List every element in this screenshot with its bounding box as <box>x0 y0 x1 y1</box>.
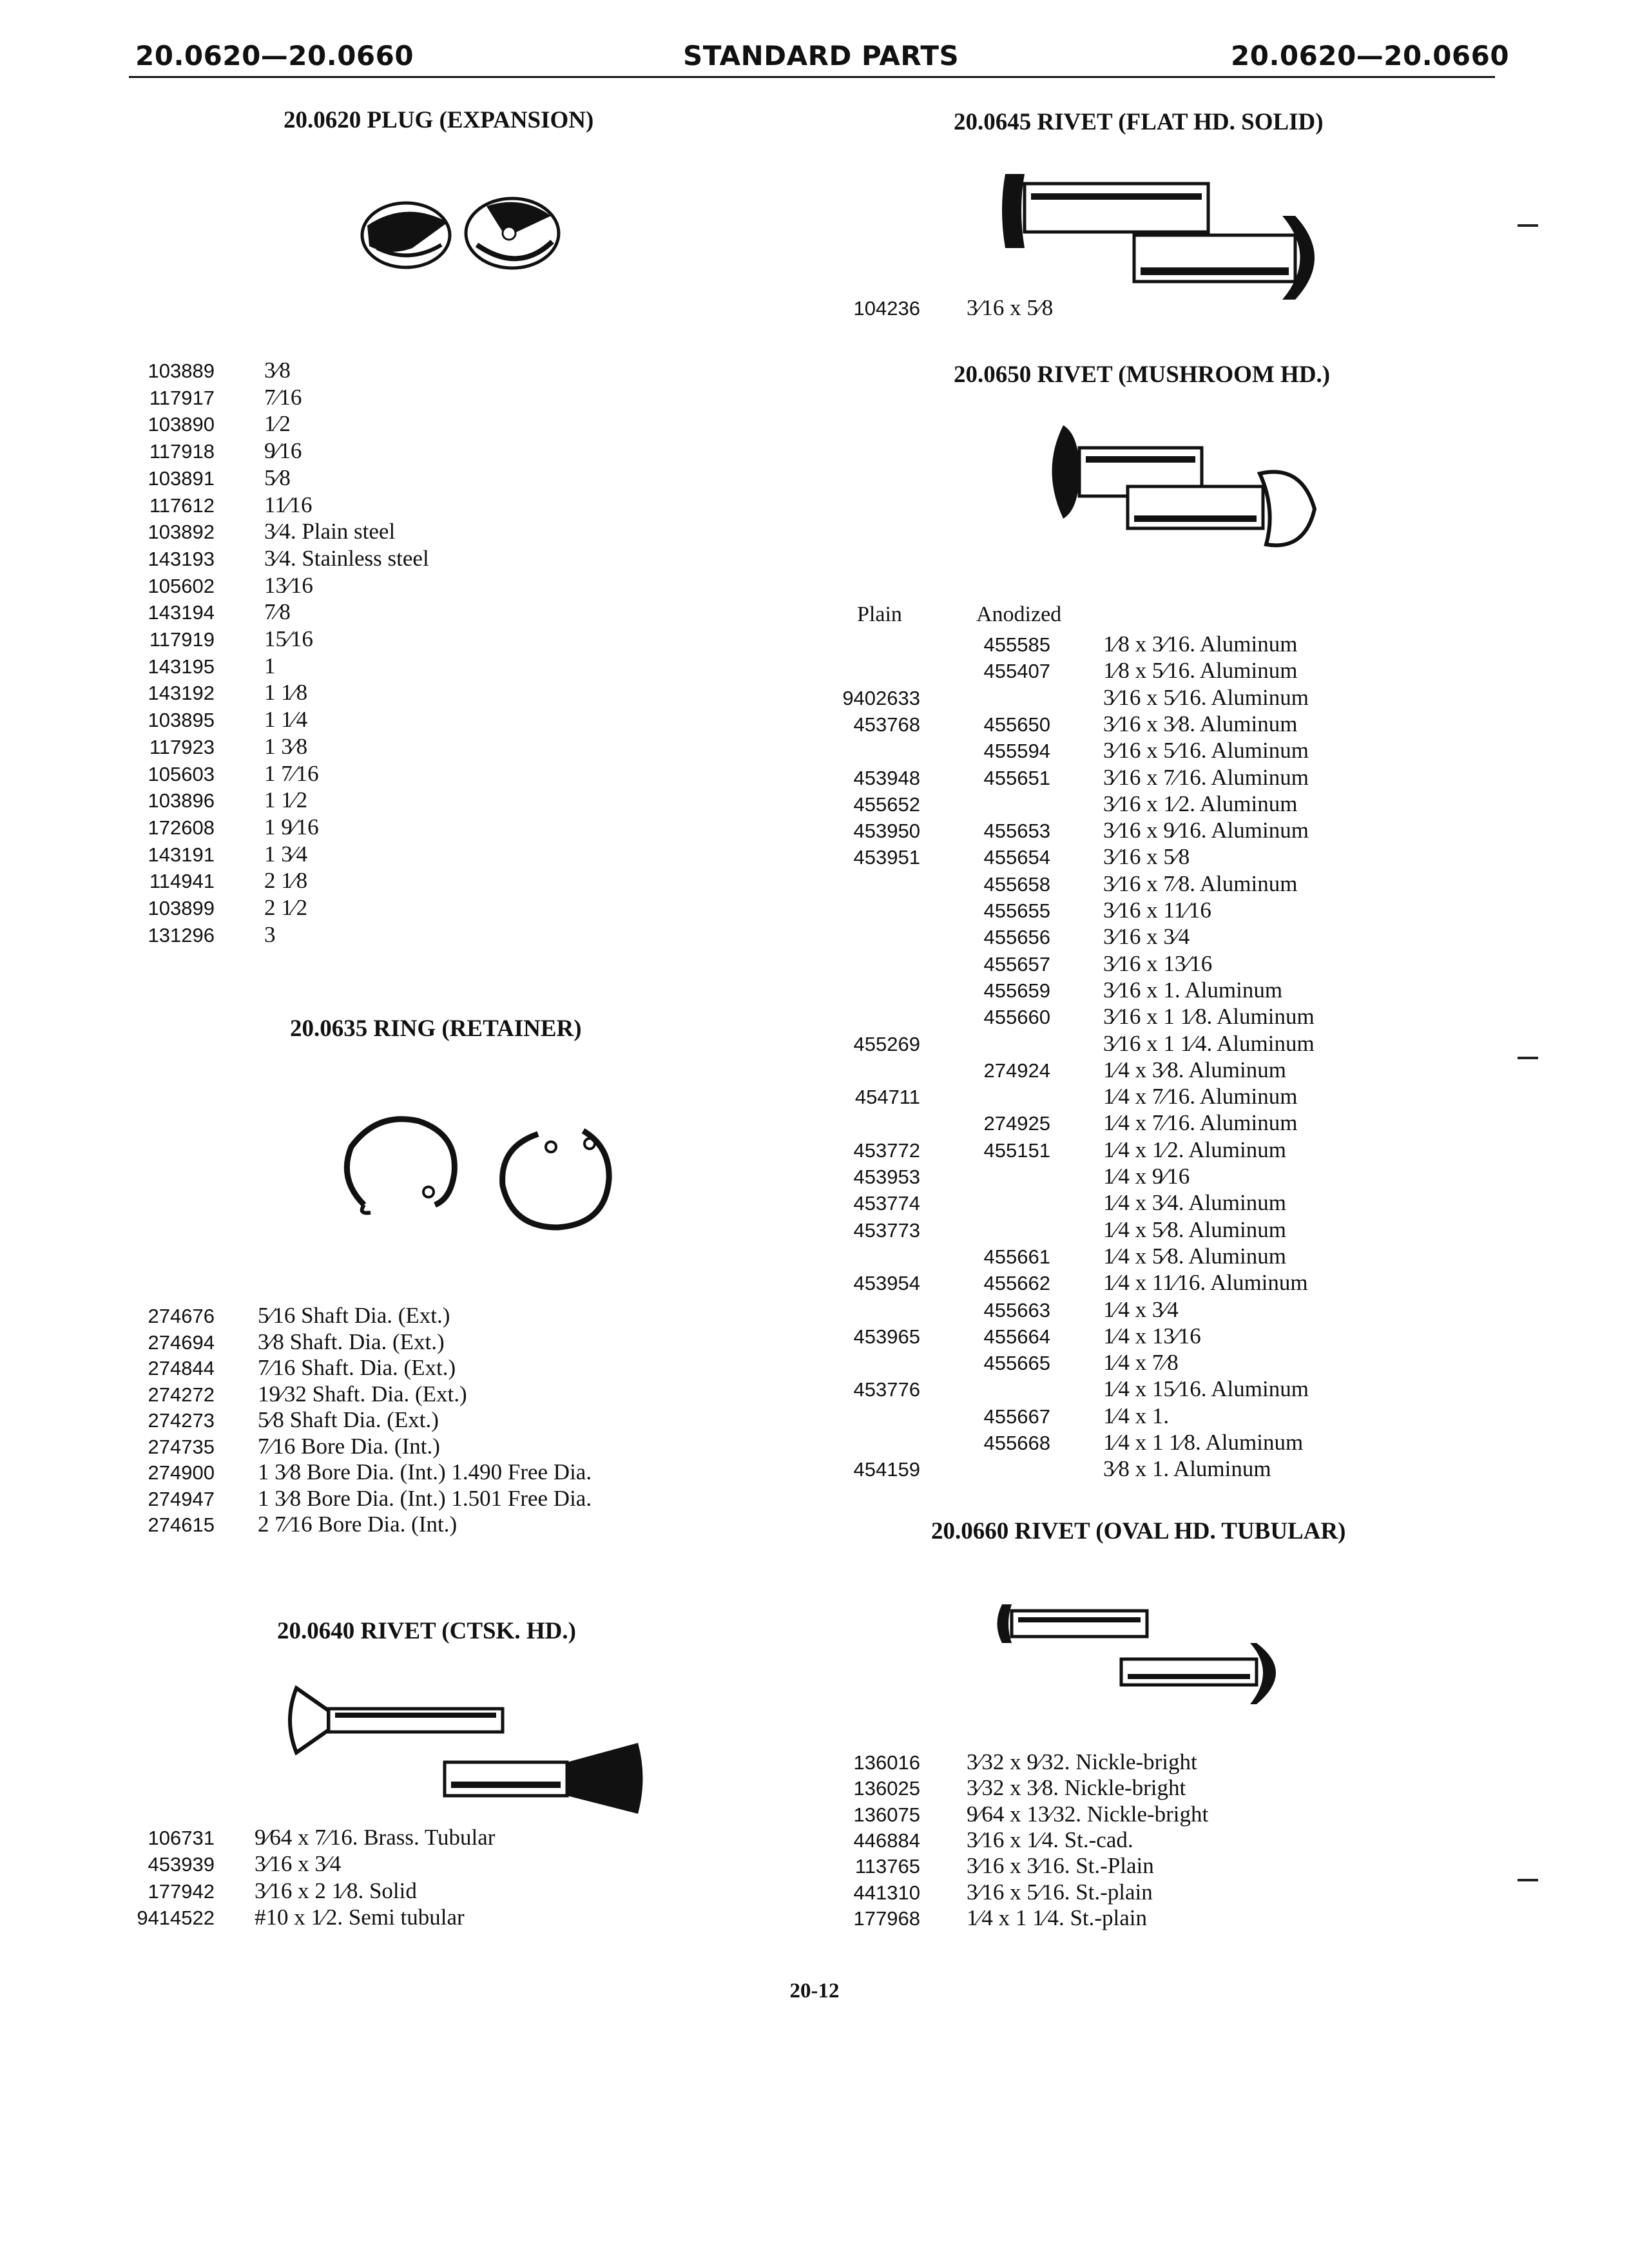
anodized-part-number: 274924 <box>983 1059 1050 1082</box>
part-description: 1⁄4 x 3⁄4. Aluminum <box>1103 1190 1286 1216</box>
part-description: 9⁄16 <box>264 438 302 464</box>
part-description: 13⁄16 <box>264 572 313 598</box>
part-number: 274844 <box>148 1357 215 1379</box>
anodized-part-number: 455664 <box>983 1325 1050 1348</box>
part-description: 3⁄16 x 1. Aluminum <box>1103 977 1283 1003</box>
plain-part-number: 453772 <box>853 1139 920 1162</box>
part-number: 117917 <box>149 386 215 409</box>
part-number: 113765 <box>854 1855 920 1878</box>
part-description: 1⁄4 x 7⁄16. Aluminum <box>1103 1084 1298 1110</box>
part-description: 3⁄16 x 9⁄16. Aluminum <box>1103 818 1309 843</box>
part-number: 103895 <box>148 709 215 732</box>
plain-part-number: 455269 <box>853 1032 920 1055</box>
plain-part-number: 453768 <box>853 713 920 736</box>
anodized-part-number: 455657 <box>983 952 1050 975</box>
oval-head-tubular-rivet-illustration <box>992 1591 1302 1714</box>
part-description: 3⁄16 x 1⁄2. Aluminum <box>1103 791 1298 816</box>
header-rule <box>129 76 1495 78</box>
part-description: 3⁄16 x 5⁄8 <box>967 295 1054 320</box>
anodized-part-number: 455585 <box>983 633 1050 656</box>
part-description: 3⁄8 <box>264 358 291 383</box>
part-description: 1⁄4 x 1⁄2. Aluminum <box>1103 1137 1286 1162</box>
part-number: 103896 <box>148 789 215 812</box>
part-description: 3⁄16 x 3⁄4 <box>255 1851 342 1877</box>
part-description: 3 <box>264 921 276 947</box>
column-header-plain: Plain <box>857 602 902 626</box>
plain-part-number: 453950 <box>853 820 920 843</box>
anodized-part-number: 455655 <box>983 899 1050 922</box>
part-description: 3⁄16 x 5⁄16. Aluminum <box>1103 738 1309 764</box>
part-description: 7⁄8 <box>264 599 291 625</box>
plain-part-number: 453965 <box>853 1325 920 1348</box>
flat-head-rivet-illustration <box>999 161 1340 303</box>
part-number: 143191 <box>148 843 215 866</box>
section-title-oval: 20.0660 RIVET (OVAL HD. TUBULAR) <box>931 1518 1346 1544</box>
anodized-part-number: 455653 <box>983 820 1050 843</box>
part-number: 446884 <box>853 1829 920 1852</box>
part-number: 136025 <box>853 1777 920 1800</box>
anodized-part-number: 455668 <box>983 1432 1050 1454</box>
anodized-part-number: 455663 <box>983 1298 1050 1321</box>
part-number: 274272 <box>148 1383 215 1406</box>
anodized-part-number: 455665 <box>983 1352 1050 1375</box>
plain-part-number: 454711 <box>854 1086 920 1109</box>
part-description: 3⁄16 x 5⁄16. St.-plain <box>967 1879 1153 1905</box>
part-description: 1 1⁄2 <box>264 787 308 813</box>
part-number: 9414522 <box>137 1906 215 1929</box>
part-number: 453939 <box>148 1853 215 1876</box>
anodized-part-number: 455650 <box>983 713 1050 736</box>
part-number: 143195 <box>148 655 215 678</box>
part-description: 3⁄16 x 3⁄4 <box>1103 924 1190 950</box>
part-description: 3⁄16 x 1⁄4. St.-cad. <box>967 1827 1133 1852</box>
part-description: 1⁄4 x 13⁄16 <box>1103 1323 1201 1349</box>
part-number: 274676 <box>148 1305 215 1327</box>
anodized-part-number: 455654 <box>983 846 1050 869</box>
part-number: 117923 <box>149 735 215 758</box>
part-description: 3⁄16 x 7⁄16. Aluminum <box>1103 764 1309 790</box>
part-description: 3⁄4. Stainless steel <box>264 545 429 571</box>
part-description: 1⁄4 x 9⁄16 <box>1103 1164 1190 1189</box>
part-number: 143192 <box>148 682 215 705</box>
plain-part-number: 453948 <box>853 766 920 789</box>
part-number: 117919 <box>149 628 215 651</box>
part-description: 3⁄8 Shaft. Dia. (Ext.) <box>258 1329 445 1354</box>
part-description: 3⁄16 x 3⁄16. St.-Plain <box>967 1853 1154 1879</box>
part-number: 103899 <box>148 897 215 919</box>
part-number: 104236 <box>853 297 920 320</box>
part-number: 131296 <box>148 923 215 947</box>
part-description: 3⁄16 x 1 1⁄8. Aluminum <box>1103 1004 1315 1030</box>
anodized-part-number: 455660 <box>983 1006 1050 1029</box>
anodized-part-number: 455661 <box>983 1245 1050 1268</box>
part-number: 274735 <box>148 1435 215 1458</box>
anodized-part-number: 455151 <box>983 1139 1050 1162</box>
page-number: 20-12 <box>789 1979 840 2003</box>
part-number: 274947 <box>148 1487 215 1510</box>
part-description: 1 7⁄16 <box>264 760 319 786</box>
part-description: 1⁄8 x 5⁄16. Aluminum <box>1103 658 1298 684</box>
part-description: 3⁄16 x 3⁄8. Aluminum <box>1103 711 1298 736</box>
part-description: 1 3⁄8 Bore Dia. (Int.) 1.490 Free Dia. <box>258 1459 592 1485</box>
part-description: 5⁄8 <box>264 465 291 490</box>
part-number: 172608 <box>148 816 215 839</box>
part-description: 1⁄4 x 3⁄4 <box>1103 1296 1179 1322</box>
header-left: 20.0620—20.0660 <box>135 40 414 72</box>
part-description: 3⁄16 x 5⁄16. Aluminum <box>1103 684 1309 710</box>
plain-part-number: 453953 <box>853 1166 920 1188</box>
part-description: 3⁄32 x 9⁄32. Nickle-bright <box>967 1749 1197 1774</box>
part-description: 5⁄16 Shaft Dia. (Ext.) <box>258 1303 450 1328</box>
part-description: 3⁄16 x 11⁄16 <box>1103 898 1211 923</box>
part-description: 1 9⁄16 <box>264 814 319 840</box>
expansion-plug-illustration <box>351 187 570 284</box>
part-number: 105602 <box>148 574 215 597</box>
part-description: 1 <box>264 653 276 678</box>
countersunk-rivet-illustration <box>284 1669 644 1830</box>
part-number: 177968 <box>853 1907 920 1930</box>
part-description: 3⁄4. Plain steel <box>264 519 396 544</box>
part-description: 1⁄4 x 1 1⁄8. Aluminum <box>1103 1430 1304 1455</box>
part-description: 1 3⁄4 <box>264 841 308 867</box>
part-number: 136075 <box>853 1803 920 1826</box>
part-description: 1 3⁄8 <box>264 733 308 759</box>
retainer-ring-illustration <box>332 1108 628 1237</box>
part-description: 3⁄8 x 1. Aluminum <box>1103 1456 1271 1482</box>
part-description: 1⁄4 x 5⁄8. Aluminum <box>1103 1243 1286 1269</box>
part-number: 274900 <box>148 1461 215 1484</box>
part-description: 3⁄16 x 13⁄16 <box>1103 950 1213 976</box>
part-description: 1⁄4 x 11⁄16. Aluminum <box>1103 1270 1308 1296</box>
part-description: 9⁄64 x 7⁄16. Brass. Tubular <box>255 1825 496 1850</box>
anodized-part-number: 455662 <box>983 1272 1050 1295</box>
part-description: 3⁄16 x 5⁄8 <box>1103 844 1190 870</box>
part-description: 2 1⁄2 <box>264 895 308 920</box>
part-number: 105603 <box>148 762 215 785</box>
part-number: 103892 <box>148 521 215 544</box>
anodized-part-number: 455659 <box>983 979 1050 1002</box>
plain-part-number: 453954 <box>853 1272 920 1295</box>
plain-part-number: 9402633 <box>842 686 920 709</box>
section-title-plug: 20.0620 PLUG (EXPANSION) <box>284 107 594 133</box>
part-description: 1⁄4 x 1. <box>1103 1403 1170 1428</box>
part-description: 2 7⁄16 Bore Dia. (Int.) <box>258 1512 458 1537</box>
margin-mark <box>1518 224 1538 227</box>
anodized-part-number: 455407 <box>983 660 1050 683</box>
part-description: 1 1⁄8 <box>264 680 308 706</box>
part-description: 1⁄4 x 5⁄8. Aluminum <box>1103 1216 1286 1242</box>
section-title-mushroom: 20.0650 RIVET (MUSHROOM HD.) <box>954 361 1331 388</box>
part-number: 114941 <box>149 870 215 893</box>
part-number: 103891 <box>148 466 215 490</box>
part-description: 3⁄16 x 1 1⁄4. Aluminum <box>1103 1030 1315 1056</box>
anodized-part-number: 274925 <box>983 1112 1050 1135</box>
part-description: 1⁄4 x 7⁄16. Aluminum <box>1103 1110 1298 1136</box>
part-description: 2 1⁄8 <box>264 868 308 894</box>
part-number: 143194 <box>148 601 215 624</box>
section-title-ctsk: 20.0640 RIVET (CTSK. HD.) <box>277 1618 576 1644</box>
part-description: 7⁄16 Bore Dia. (Int.) <box>258 1433 440 1459</box>
plain-part-number: 453774 <box>853 1192 920 1215</box>
part-description: 3⁄16 x 2 1⁄8. Solid <box>255 1878 417 1903</box>
anodized-part-number: 455651 <box>983 766 1050 789</box>
part-number: 117918 <box>149 440 215 463</box>
part-description: 1⁄4 x 15⁄16. Aluminum <box>1103 1376 1309 1402</box>
anodized-part-number: 455594 <box>983 740 1050 763</box>
part-description: 1⁄4 x 7⁄8 <box>1103 1350 1179 1376</box>
section-title-ring: 20.0635 RING (RETAINER) <box>290 1015 582 1042</box>
part-number: 106731 <box>148 1827 215 1849</box>
part-description: 5⁄8 Shaft Dia. (Ext.) <box>258 1407 439 1432</box>
margin-mark <box>1518 1879 1538 1881</box>
part-number: 103890 <box>148 413 215 436</box>
part-description: 11⁄16 <box>264 492 313 517</box>
part-description: 1 3⁄8 Bore Dia. (Int.) 1.501 Free Dia. <box>258 1485 592 1511</box>
mushroom-head-rivet-illustration <box>1044 412 1334 561</box>
anodized-part-number: 455658 <box>983 872 1050 896</box>
part-description: 15⁄16 <box>264 626 313 651</box>
plain-part-number: 454159 <box>853 1458 920 1481</box>
part-description: 1⁄4 x 3⁄8. Aluminum <box>1103 1057 1286 1082</box>
part-description: #10 x 1⁄2. Semi tubular <box>255 1904 465 1930</box>
part-number: 177942 <box>148 1879 215 1903</box>
part-description: 1 1⁄4 <box>264 707 308 733</box>
part-number: 117612 <box>149 494 215 517</box>
part-description: 19⁄32 Shaft. Dia. (Ext.) <box>258 1381 467 1407</box>
column-header-anodized: Anodized <box>976 602 1062 626</box>
header-center: STANDARD PARTS <box>683 40 959 72</box>
plain-part-number: 453773 <box>853 1218 920 1242</box>
section-title-flat: 20.0645 RIVET (FLAT HD. SOLID) <box>954 109 1324 135</box>
part-number: 274273 <box>148 1409 215 1432</box>
part-description: 3⁄16 x 7⁄8. Aluminum <box>1103 870 1298 896</box>
part-description: 1⁄2 <box>264 411 291 437</box>
plain-part-number: 453951 <box>853 846 920 869</box>
part-description: 7⁄16 <box>264 384 302 410</box>
anodized-part-number: 455656 <box>983 926 1050 949</box>
part-description: 9⁄64 x 13⁄32. Nickle-bright <box>967 1801 1209 1827</box>
plain-part-number: 455652 <box>853 793 920 816</box>
part-number: 441310 <box>853 1881 920 1904</box>
part-number: 274615 <box>148 1514 215 1536</box>
header-right: 20.0620—20.0660 <box>1231 40 1510 72</box>
anodized-part-number: 455667 <box>983 1405 1050 1428</box>
plain-part-number: 453776 <box>853 1378 920 1401</box>
part-description: 1⁄8 x 3⁄16. Aluminum <box>1103 631 1298 657</box>
margin-mark <box>1518 1057 1538 1059</box>
part-description: 7⁄16 Shaft. Dia. (Ext.) <box>258 1355 456 1380</box>
part-number: 274694 <box>148 1331 215 1354</box>
part-description: 3⁄32 x 3⁄8. Nickle-bright <box>967 1775 1186 1801</box>
part-number: 103889 <box>148 360 215 382</box>
part-number: 136016 <box>853 1751 920 1774</box>
part-description: 1⁄4 x 1 1⁄4. St.-plain <box>967 1905 1148 1930</box>
part-number: 143193 <box>148 547 215 570</box>
